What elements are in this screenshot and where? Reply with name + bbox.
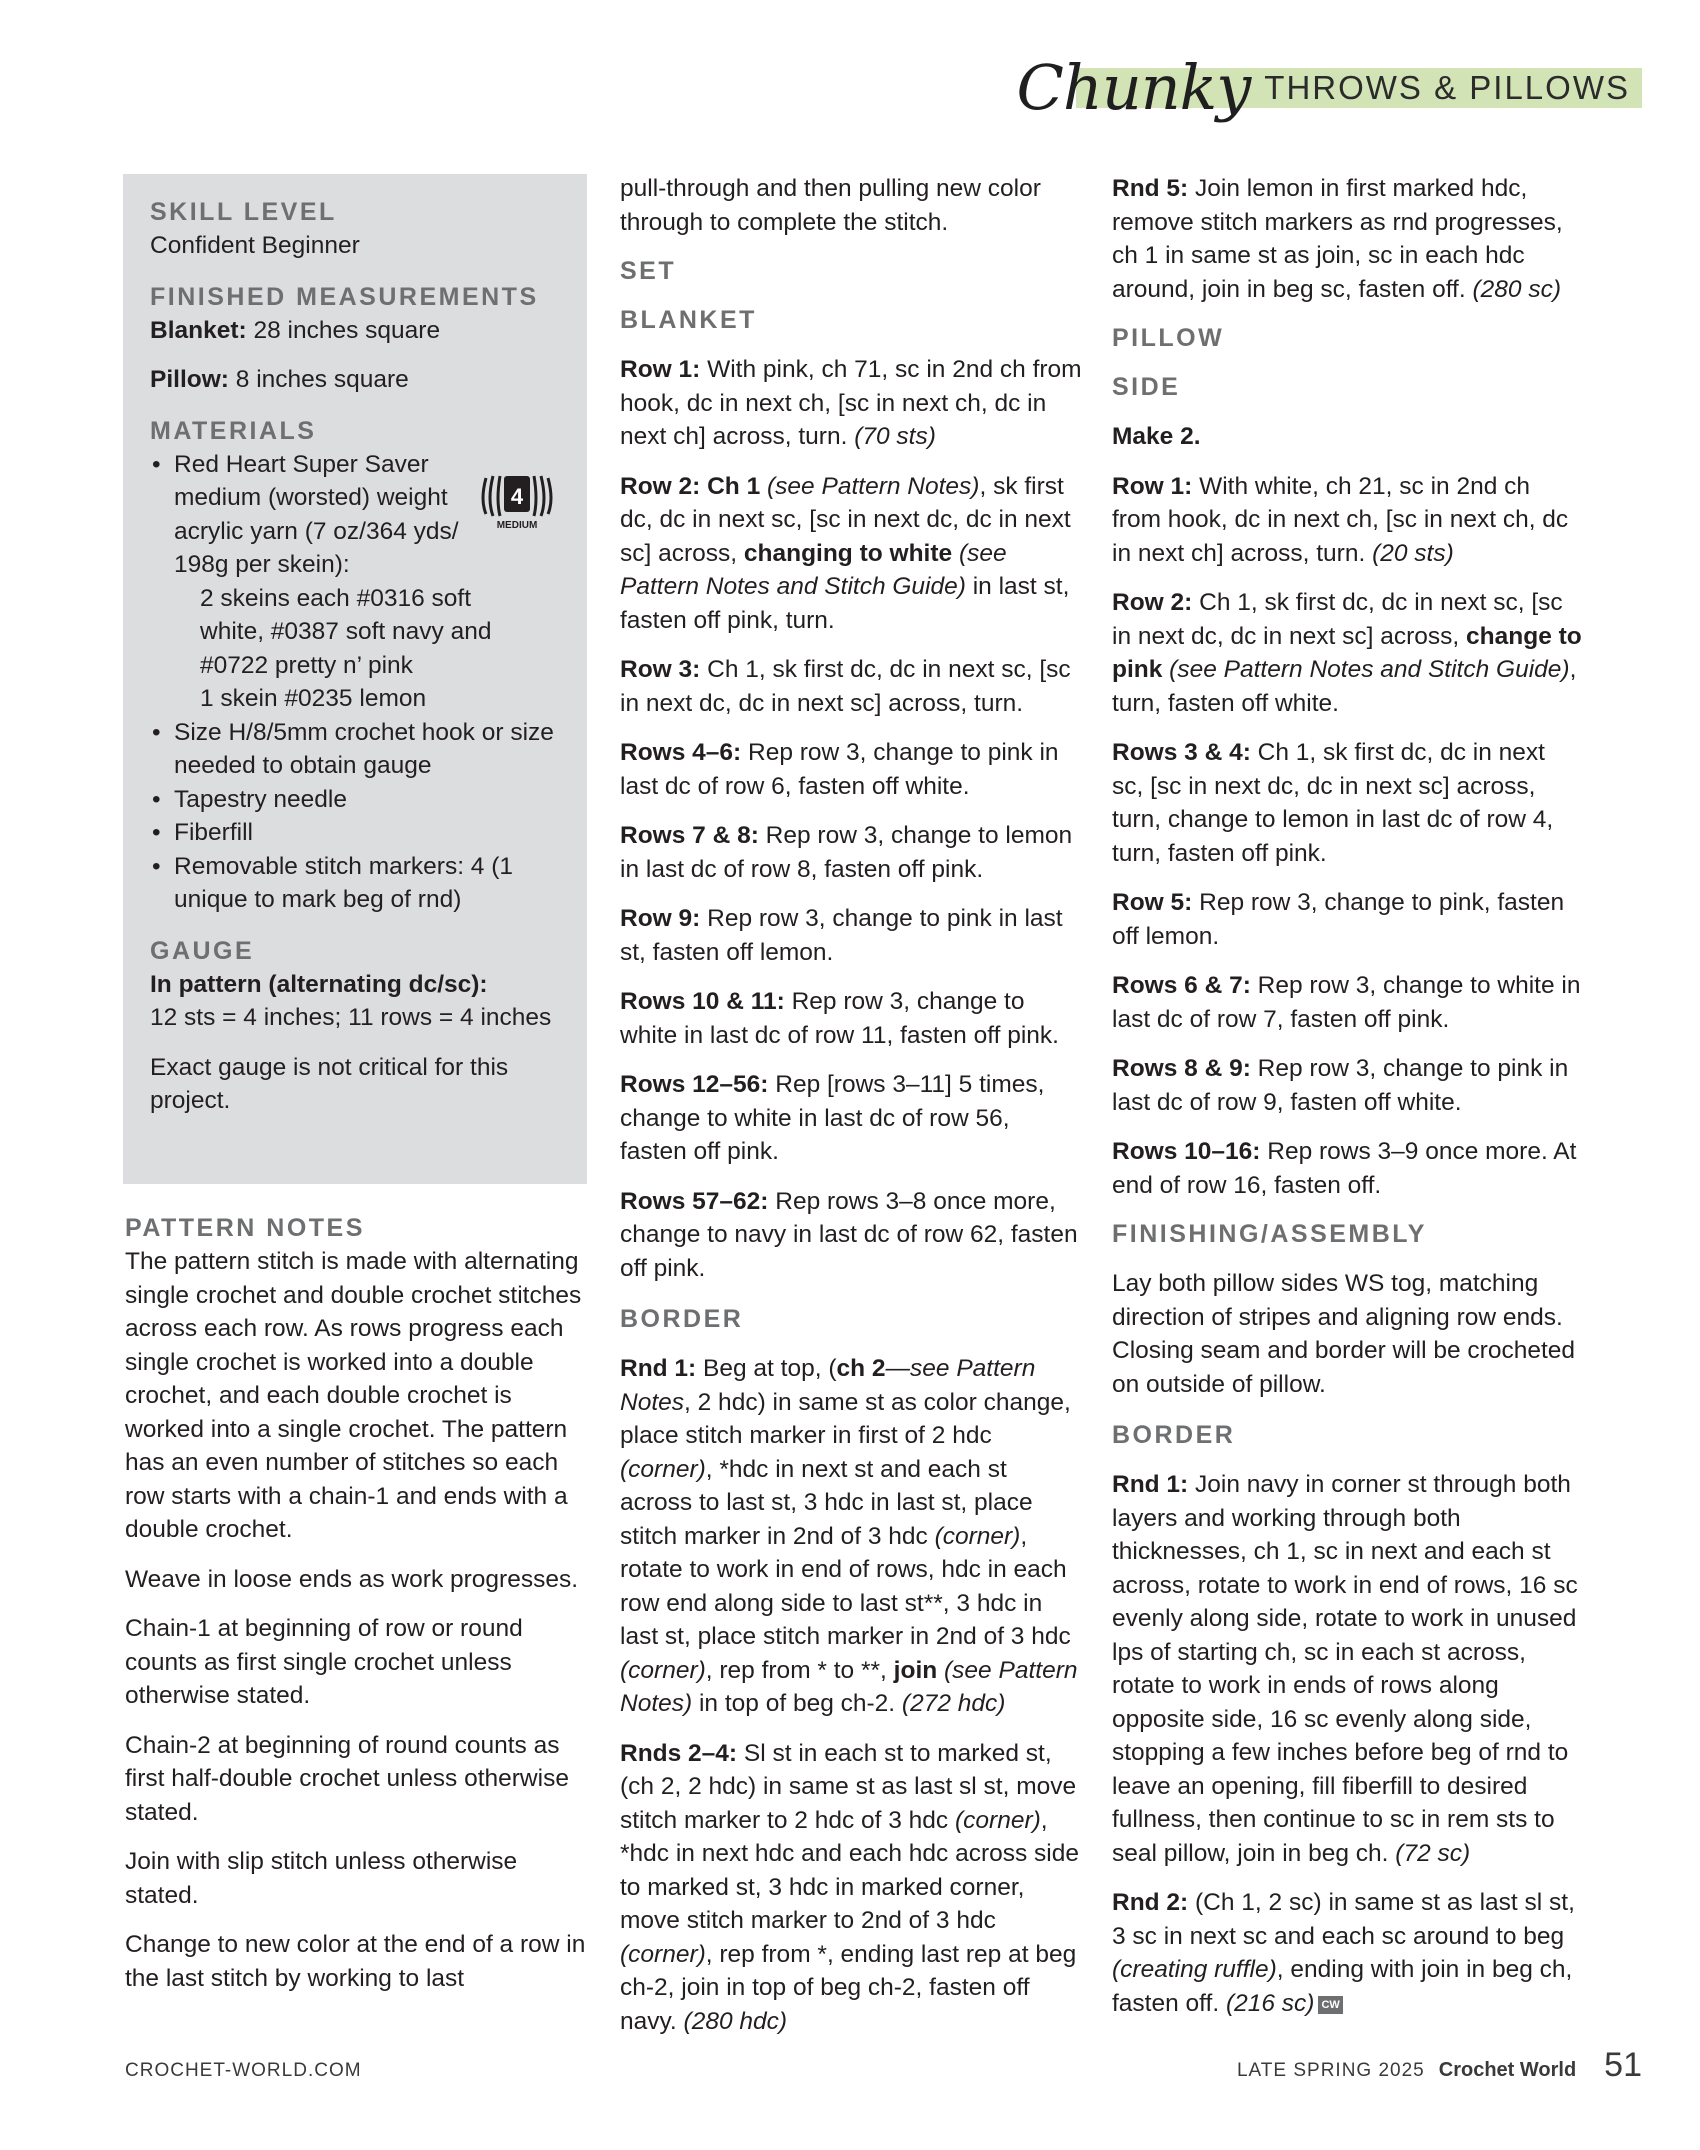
- list-item: • Tapestry needle: [150, 783, 570, 817]
- pillow-heading: PILLOW: [1112, 324, 1225, 352]
- row-instruction: Rows 7 & 8: Rep row 3, change to lemon in last dc of row 8, fasten off pink.: [620, 822, 1073, 883]
- finishing-text: Lay both pillow sides WS tog, matching direction of stripes and aligning row ends. Closing seam and border will be crocheted on outside of pillow.: [1112, 1270, 1576, 1398]
- row-instruction: Rows 8 & 9: Rep row 3, change to pink in last dc of row 9, fasten off white.: [1112, 1055, 1569, 1116]
- round-instruction: Rnd 2: (Ch 1, 2 sc) in same st as last sl st, 3 sc in next sc and each sc around to beg (creating ruffle), ending with join in beg ch, fasten off. (216 sc) CW: [1112, 1889, 1575, 2017]
- list-item: • Removable stitch markers: 4 (1 unique to mark beg of rnd): [150, 850, 570, 917]
- pillow-measure: Pillow: 8 inches square: [150, 366, 409, 393]
- border-heading: BORDER: [620, 1305, 744, 1333]
- yarn-weight-label: MEDIUM: [496, 520, 538, 531]
- footer-issue: LATE SPRING 2025: [1236, 2060, 1425, 2081]
- note-paragraph: Join with slip stitch unless otherwise stated.: [125, 1848, 518, 1909]
- end-mark-icon: CW: [1318, 1996, 1342, 2014]
- page-number: 51: [1604, 2046, 1642, 2084]
- round-instruction: Rnd 5: Join lemon in first marked hdc, remove stitch markers as rnd progresses, ch 1 in same st as join, sc in each hdc around, join in beg sc, fasten off. (280 sc): [1112, 175, 1563, 303]
- blanket-measure: Blanket: 28 inches square: [150, 316, 441, 344]
- note-paragraph: Weave in loose ends as work progresses.: [125, 1565, 579, 1593]
- row-instruction: Row 5: Rep row 3, change to pink, fasten off lemon.: [1112, 889, 1565, 950]
- materials-heading: MATERIALS: [150, 416, 317, 445]
- header-script-word: Chunky: [1016, 51, 1251, 124]
- measurements-heading: FINISHED MEASUREMENTS: [150, 282, 539, 311]
- row-instruction: Rows 4–6: Rep row 3, change to pink in last dc of row 6, fasten off white.: [620, 739, 1059, 800]
- gauge-heading: GAUGE: [150, 936, 255, 965]
- row-instruction: Rows 12–56: Rep [rows 3–11] 5 times, change to white in last dc of row 56, fasten off pink.: [620, 1071, 1045, 1165]
- skill-heading: SKILL LEVEL: [150, 198, 337, 226]
- make-count: Make 2.: [1112, 423, 1201, 450]
- pattern-notes: [125, 1212, 587, 2011]
- blanket-heading: BLANKET: [620, 306, 757, 334]
- list-item: • Red Heart Super Saver medium (worsted) weight acrylic yarn (7 oz/364 yds/ 198g per skein): 2 skeins each #0316 soft white, #0387 soft navy and #0722 pretty n’ pink 1 skein #0235 lemon: [150, 448, 570, 716]
- row-instruction: Row 2: Ch 1 (see Pattern Notes), sk first dc, dc in next sc, [sc in next dc, dc in next sc] across, changing to white (see Pattern Notes and Stitch Guide) in last st, fasten off pink, turn.: [620, 472, 1071, 634]
- row-instruction: Row 2: Ch 1, sk first dc, dc in next sc, [sc in next dc, dc in next sc] across, change to pink (see Pattern Notes and Stitch Guide), turn, fasten off white.: [1112, 589, 1582, 717]
- footer-site: CROCHET-WORLD.COM: [125, 2060, 362, 2081]
- row-instruction: Row 9: Rep row 3, change to pink in last st, fasten off lemon.: [620, 905, 1063, 966]
- list-item: • Size H/8/5mm crochet hook or size needed to obtain gauge: [150, 716, 570, 783]
- note-paragraph: Change to new color at the end of a row in the last stitch by working to last: [125, 1931, 586, 1992]
- row-instruction: Row 1: With white, ch 21, sc in 2nd ch from hook, dc in next ch, [sc in next ch, dc in next ch] across, turn. (20 sts): [1112, 472, 1569, 567]
- row-instruction: Row 3: Ch 1, sk first dc, dc in next sc, [sc in next dc, dc in next sc] across, turn.: [620, 656, 1071, 717]
- round-instruction: Rnd 1: Join navy in corner st through both layers and working through both thicknesses, ch 1, sc in next and each st across, rotate to work in end of rows, 16 sc evenly along side, rotate to work in unused lps of starting ch, sc in each st across, rotate to work in ends of rows along opposite side, 16 sc evenly along side, stopping a few inches before beg of rnd to leave an opening, fill fiberfill to desired fullness, then continue to sc in rem sts to seal pillow, join in beg ch. (72 sc): [1112, 1471, 1578, 1867]
- row-instruction: Rows 10 & 11: Rep row 3, change to white in last dc of row 11, fasten off pink.: [620, 988, 1059, 1049]
- instructions-column-3: [1112, 172, 1582, 2036]
- gauge-label: In pattern (alternating dc/sc):: [150, 970, 488, 998]
- pattern-notes-heading: PATTERN NOTES: [125, 1214, 365, 1242]
- row-instruction: Row 1: With pink, ch 71, sc in 2nd ch from hook, dc in next ch, [sc in next ch, dc in next ch] across, turn. (70 sts): [620, 356, 1082, 450]
- row-instruction: Rows 57–62: Rep rows 3–8 once more, change to navy in last dc of row 62, fasten off pink.: [620, 1187, 1078, 1282]
- row-instruction: Rows 10–16: Rep rows 3–9 once more. At end of row 16, fasten off.: [1112, 1138, 1577, 1199]
- note-paragraph: Chain-2 at beginning of round counts as first half-double crochet unless otherwise stated.: [125, 1731, 569, 1826]
- materials-list: [150, 448, 570, 917]
- set-heading: SET: [620, 257, 677, 285]
- yarn-colors-a: 2 skeins each #0316 soft white, #0387 soft navy and #0722 pretty n’ pink: [200, 584, 492, 679]
- gauge-note: Exact gauge is not critical for this project.: [150, 1053, 509, 1114]
- note-paragraph: The pattern stitch is made with alternating single crochet and double crochet stitches across each row. As rows progress each single crochet is worked into a double crochet, and each double crochet is worked into a single crochet. The pattern has an even number of stitches so each row starts with a chain-1 and ends with a double crochet.: [125, 1248, 582, 1543]
- round-instruction: Rnd 1: Beg at top, (ch 2—see Pattern Notes, 2 hdc) in same st as color change, place stitch marker in first of 2 hdc (corner), *hdc in next st and each st across to last st, 3 hdc in last st, place stitch marker in 2nd of 3 hdc (corner), rotate to work in end of rows, hdc in each row end along side to last st**, 3 hdc in last st, place stitch marker in 2nd of 3 hdc (corner), rep from * to **, join (see Pattern Notes) in top of beg ch-2. (272 hdc): [620, 1355, 1078, 1717]
- side-heading: SIDE: [1112, 373, 1181, 401]
- row-instruction: Rows 3 & 4: Ch 1, sk first dc, dc in next sc, [sc in next dc, dc in next sc] across, turn, change to lemon in last dc of row 4, turn, fasten off pink.: [1112, 739, 1554, 867]
- round-instruction: Rnds 2–4: Sl st in each st to marked st, (ch 2, 2 hdc) in same st as last sl st, move stitch marker to 2 hdc of 3 hdc (corner), *hdc in next hdc and each hdc across side to marked st, 3 hdc in marked corner, move stitch marker to 2nd of 3 hdc (corner), rep from *, ending last rep at beg ch-2, join in top of beg ch-2, fasten off navy. (280 hdc): [620, 1739, 1079, 2035]
- continued-text: pull-through and then pulling new color through to complete the stitch.: [620, 175, 1041, 236]
- instructions-column-2: [620, 172, 1082, 2054]
- finishing-heading: FINISHING/ASSEMBLY: [1112, 1220, 1427, 1248]
- note-paragraph: Chain-1 at beginning of row or round counts as first single crochet unless otherwise stated.: [125, 1615, 523, 1709]
- list-item: • Fiberfill: [150, 816, 570, 850]
- gauge-value: 12 sts = 4 inches; 11 rows = 4 inches: [150, 1004, 552, 1031]
- section-header: [1016, 51, 1642, 124]
- yarn-weight-number: 4: [510, 484, 524, 509]
- footer-info: [1237, 2046, 1642, 2085]
- pillow-border-heading: BORDER: [1112, 1421, 1236, 1449]
- row-instruction: Rows 6 & 7: Rep row 3, change to white in last dc of row 7, fasten off pink.: [1112, 972, 1581, 1033]
- header-section-title: THROWS & PILLOWS: [1264, 69, 1630, 106]
- skill-value: Confident Beginner: [150, 232, 360, 259]
- yarn-colors-b: 1 skein #0235 lemon: [200, 685, 427, 712]
- footer-magazine: Crochet World: [1438, 2059, 1577, 2081]
- sidebar-content: [150, 196, 570, 1118]
